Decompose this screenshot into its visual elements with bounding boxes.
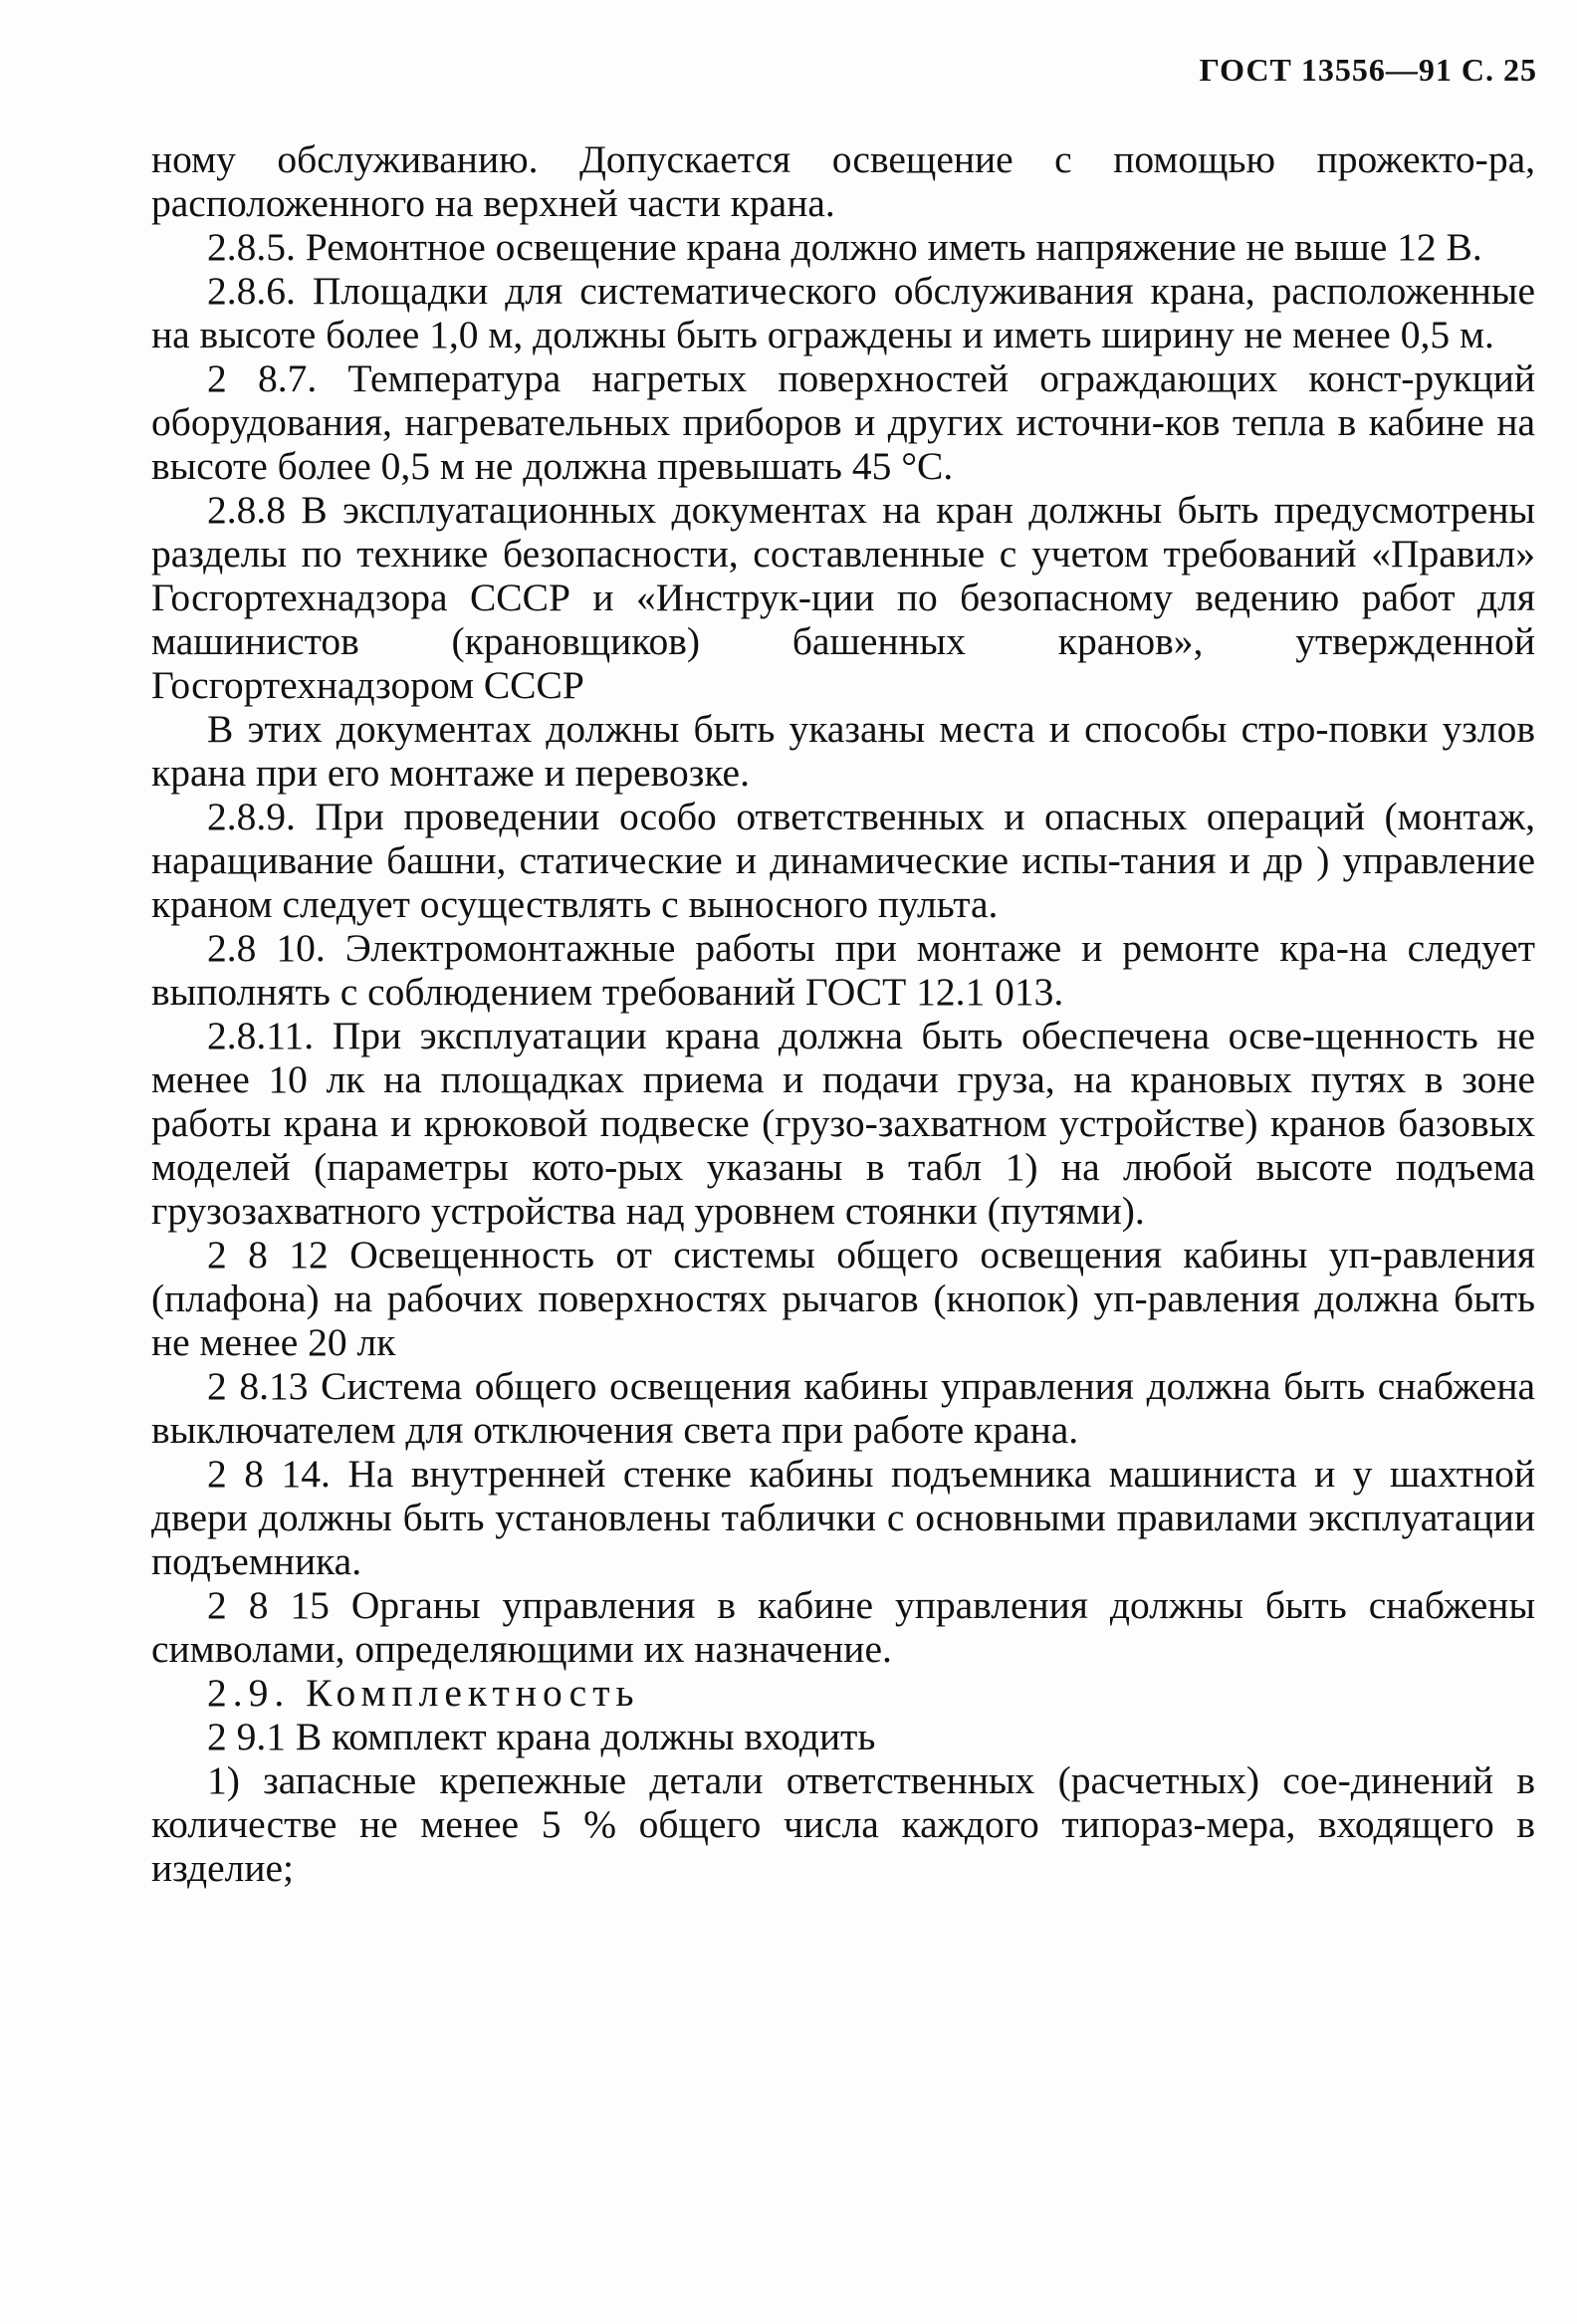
paragraph: 2 8.7. Температура нагретых поверхностей ограждающих конст-рукций оборудования, нагревательных приборов и других источни-ков тепла в кабине на высоте более 0,5 м не должна превышать 45 °С. <box>151 356 1535 488</box>
page-header: ГОСТ 13556—91 С. 25 <box>1199 52 1537 88</box>
paragraph: 2 8 14. На внутренней стенке кабины подъемника машиниста и у шахтной двери должны быть установлены таблички с основными правилами эксплуатации подъемника. <box>151 1452 1535 1583</box>
paragraph: 2 9.1 В комплект крана должны входить <box>207 1715 876 1758</box>
paragraph: 2.8.6. Площадки для систематического обслуживания крана, расположенные на высоте более 1,0 м, должны быть ограждены и иметь ширину не менее 0,5 м. <box>151 269 1535 356</box>
paragraph: 2.8.9. При проведении особо ответственных и опасных операций (монтаж, наращивание башни, статические и динамические испы-тания и др ) управление краном следует осуществлять с выносного пульта. <box>151 795 1535 926</box>
paragraph: 2.8.5. Ремонтное освещение крана должно иметь напряжение не выше 12 В. <box>207 225 1482 269</box>
paragraph: 1) запасные крепежные детали ответственных (расчетных) сое-динений в количестве не менее 5 % общего числа каждого типораз-мера, входящего в изделие; <box>151 1758 1535 1890</box>
paragraph: 2 8.13 Система общего освещения кабины управления должна быть снабжена выключателем для отключения света при работе крана. <box>151 1364 1535 1452</box>
paragraph: 2.8 10. Электромонтажные работы при монтаже и ремонте кра-на следует выполнять с соблюдением требований ГОСТ 12.1 013. <box>151 926 1535 1014</box>
paragraph: 2 8 12 Освещенность от системы общего освещения кабины уп-равления (плафона) на рабочих поверхностях рычагов (кнопок) уп-равления должна быть не менее 20 лк <box>151 1233 1535 1364</box>
paragraph: 2.8.11. При эксплуатации крана должна быть обеспечена осве-щенность не менее 10 лк на площадках приема и подачи груза, на крановых путях в зоне работы крана и крюковой подвеске (грузо-захватном устройстве) кранов базовых моделей (параметры кото-рых указаны в табл 1) на любой высоте подъема грузозахватного устройства над уровнем стоянки (путями). <box>151 1014 1535 1233</box>
paragraph: 2.8.8 В эксплуатационных документах на кран должны быть предусмотрены разделы по технике безопасности, составленные с учетом требований «Правил» Госгортехнадзора СССР и «Инструк-ции по безопасному ведению работ для машинистов (крановщиков) башенных кранов», утвержденной Госгортехнадзором СССР <box>151 488 1535 707</box>
document-body <box>151 137 1535 1890</box>
section-heading: 2.9. Комплектность <box>207 1671 640 1715</box>
paragraph: В этих документах должны быть указаны места и способы стро-повки узлов крана при его монтаже и перевозке. <box>151 707 1535 795</box>
paragraph: ному обслуживанию. Допускается освещение с помощью прожекто-ра, расположенного на верхней части крана. <box>151 137 1535 225</box>
paragraph: 2 8 15 Органы управления в кабине управления должны быть снабжены символами, определяющими их назначение. <box>151 1583 1535 1671</box>
